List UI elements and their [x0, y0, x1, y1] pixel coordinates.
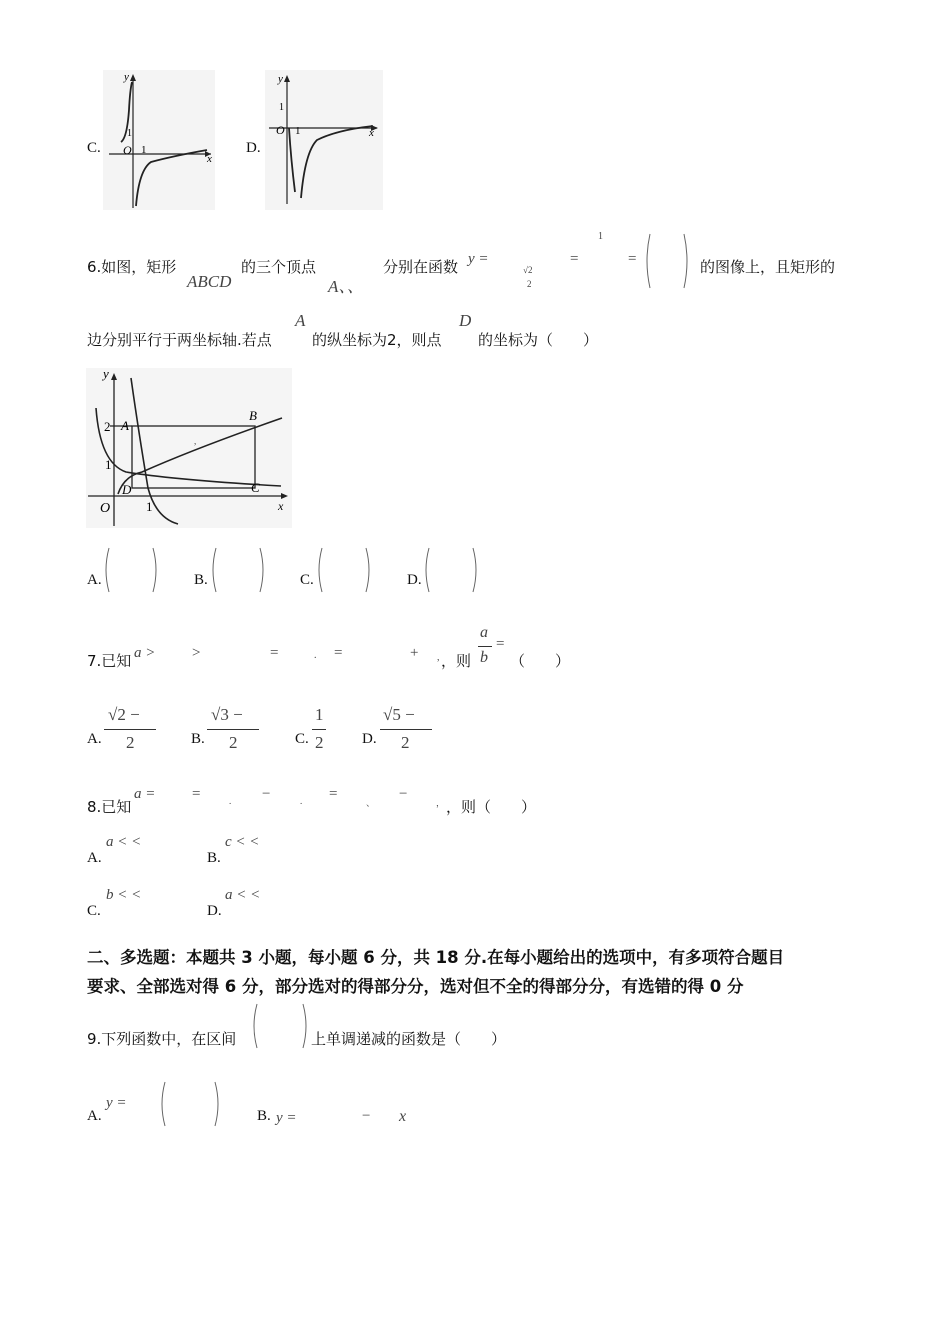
q7-option-b-den: 2: [229, 733, 238, 752]
q7-option-c-bar: [312, 729, 326, 730]
q6-line2-a: 边分别平行于两坐标轴.若点: [87, 331, 272, 349]
q9-text-2: 上单调递减的函数是（ ）: [311, 1030, 507, 1048]
fig-label-2: 2: [104, 419, 111, 434]
section2-line-2: 要求、全部选对得 6 分，部分选对的得部分分，选对但不全的得部分分，有选错的得 0 分: [87, 977, 744, 996]
q6-option-b-parens: [209, 546, 267, 594]
q8-option-b-expr: c < <: [225, 834, 260, 850]
q6-option-d-parens: [422, 546, 480, 594]
origin-label: O: [276, 123, 285, 137]
q7-frac-b: b: [480, 649, 488, 666]
q7-option-c: C.: [295, 731, 309, 747]
x-label: x: [369, 127, 374, 139]
q7-option-d-bar: [380, 729, 432, 730]
q8-minus1: −: [262, 786, 271, 802]
q7-frac-bar: [478, 646, 492, 647]
fig-point-d: D: [122, 482, 132, 497]
q6-text-3: 分别在函数: [383, 258, 459, 276]
q8-option-c-expr: b < <: [106, 887, 142, 903]
q6-option-d: D.: [407, 572, 422, 588]
q6-line2-c: 的坐标为（ ）: [478, 331, 599, 349]
q8-option-c: C.: [87, 903, 101, 919]
fig-x-label: x: [278, 499, 284, 513]
q7-option-d-num: √5 −: [383, 705, 415, 724]
q6-y-eq: y =: [468, 251, 489, 267]
q6-one: 1: [598, 231, 603, 242]
q9-option-a: A.: [87, 1108, 102, 1124]
fig-point-b: B: [249, 408, 257, 423]
q7-option-a-bar: [104, 729, 156, 730]
x-label: x: [207, 153, 212, 165]
q7-plus: +: [410, 645, 419, 661]
q6-points: A、、: [328, 277, 364, 296]
q9-interval-parens: [250, 1002, 310, 1050]
q6-option-b: B.: [194, 572, 208, 588]
q9-option-a-expr: y =: [106, 1095, 127, 1111]
q6-text-2: 的三个顶点: [241, 258, 317, 276]
q8-dot1: .: [229, 796, 232, 806]
q6-point-a: A: [295, 311, 306, 330]
q7-option-d-den: 2: [401, 733, 410, 752]
q7-paren: （ ）: [510, 652, 571, 670]
q8-eq1: =: [192, 786, 201, 802]
q8-option-b: B.: [207, 850, 221, 866]
y-label: y: [124, 71, 129, 83]
fig-point-a: A: [121, 418, 129, 433]
y-label: y: [278, 73, 283, 85]
origin-label: O: [123, 143, 132, 157]
q9-option-b-expr: y =: [276, 1110, 297, 1126]
q8-dot3: 、: [366, 798, 376, 808]
q9-option-b-minus: −: [362, 1108, 371, 1124]
q5-option-d-label: D.: [246, 140, 261, 156]
q5-graph-d: [265, 70, 383, 210]
q7-eq2: =: [334, 645, 343, 661]
q8-dot2: .: [300, 796, 303, 806]
q8-minus2: −: [399, 786, 408, 802]
q6-point-d: D: [459, 311, 472, 330]
fig-point-c: C: [251, 480, 260, 495]
fig-label-1y: 1: [105, 457, 112, 472]
q6-text-4: 的图像上，且矩形的: [700, 258, 836, 276]
q7-option-b: B.: [191, 731, 205, 747]
q6-two: 2: [527, 279, 532, 289]
q7-comma: ,: [437, 652, 440, 663]
section2-line-1: 二、多选题：本题共 3 小题，每小题 6 分，共 18 分.在每小题给出的选项中，有多项符合题目: [87, 948, 785, 967]
q7-text-1: 7.已知: [87, 652, 132, 670]
q6-figure: [86, 368, 292, 528]
q7-dot: .: [314, 650, 317, 661]
q8-option-d-expr: a < <: [225, 887, 261, 903]
q7-eq3: =: [496, 636, 505, 652]
q6-option-c: C.: [300, 572, 314, 588]
q5-graph-c: [103, 70, 215, 210]
q5-option-c-label: C.: [87, 140, 101, 156]
q7-option-b-bar: [207, 729, 259, 730]
q8-text-1: 8.已知: [87, 798, 132, 816]
q7-gt: >: [192, 645, 201, 661]
q8-comma: ，: [436, 798, 446, 808]
one-y-label: 1: [279, 102, 284, 113]
fig-label-1x: 1: [146, 499, 153, 514]
q8-eq2: =: [329, 786, 338, 802]
q6-text-1: 6.如图，矩形: [87, 258, 177, 276]
q7-frac-a: a: [480, 624, 488, 641]
q6-eq1: =: [570, 251, 579, 267]
q7-eq1: =: [270, 645, 279, 661]
q7-a-gt: a >: [134, 645, 156, 661]
q7-option-c-num: 1: [315, 705, 324, 724]
q6-option-a: A.: [87, 572, 102, 588]
q6-abcd: ABCD: [187, 272, 232, 291]
q8-option-a-expr: a < <: [106, 834, 142, 850]
q8-option-d: D.: [207, 903, 222, 919]
q9-option-a-parens: [158, 1080, 222, 1128]
q9-text-1: 9.下列函数中，在区间: [87, 1030, 237, 1048]
fig-origin: O: [100, 501, 111, 516]
q7-option-a-den: 2: [126, 733, 135, 752]
svg-text:,: ,: [194, 436, 197, 446]
q7-then: ，则: [441, 652, 472, 670]
q6-option-a-parens: [102, 546, 160, 594]
q7-option-c-den: 2: [315, 733, 324, 752]
q6-interval-parens: [643, 232, 691, 290]
q6-sqrt2: √2: [523, 265, 533, 275]
q7-option-b-num: √3 −: [211, 705, 243, 724]
q8-option-a: A.: [87, 850, 102, 866]
q7-option-a-num: √2 −: [108, 705, 140, 724]
one-x-label: 1: [141, 144, 147, 156]
q6-eq2: =: [628, 251, 637, 267]
q7-option-d: D.: [362, 731, 377, 747]
q8-then: ，则（ ）: [446, 798, 537, 816]
q8-a-eq: a =: [134, 786, 156, 802]
q9-option-b-x: x: [399, 1108, 407, 1125]
one-x-label: 1: [295, 125, 301, 137]
q7-option-a: A.: [87, 731, 102, 747]
one-y-label: 1: [127, 128, 132, 139]
q6-line2-b: 的纵坐标为2，则点: [312, 331, 442, 349]
q9-option-b: B.: [257, 1108, 271, 1124]
q6-option-c-parens: [315, 546, 373, 594]
fig-y-label: y: [103, 368, 109, 381]
